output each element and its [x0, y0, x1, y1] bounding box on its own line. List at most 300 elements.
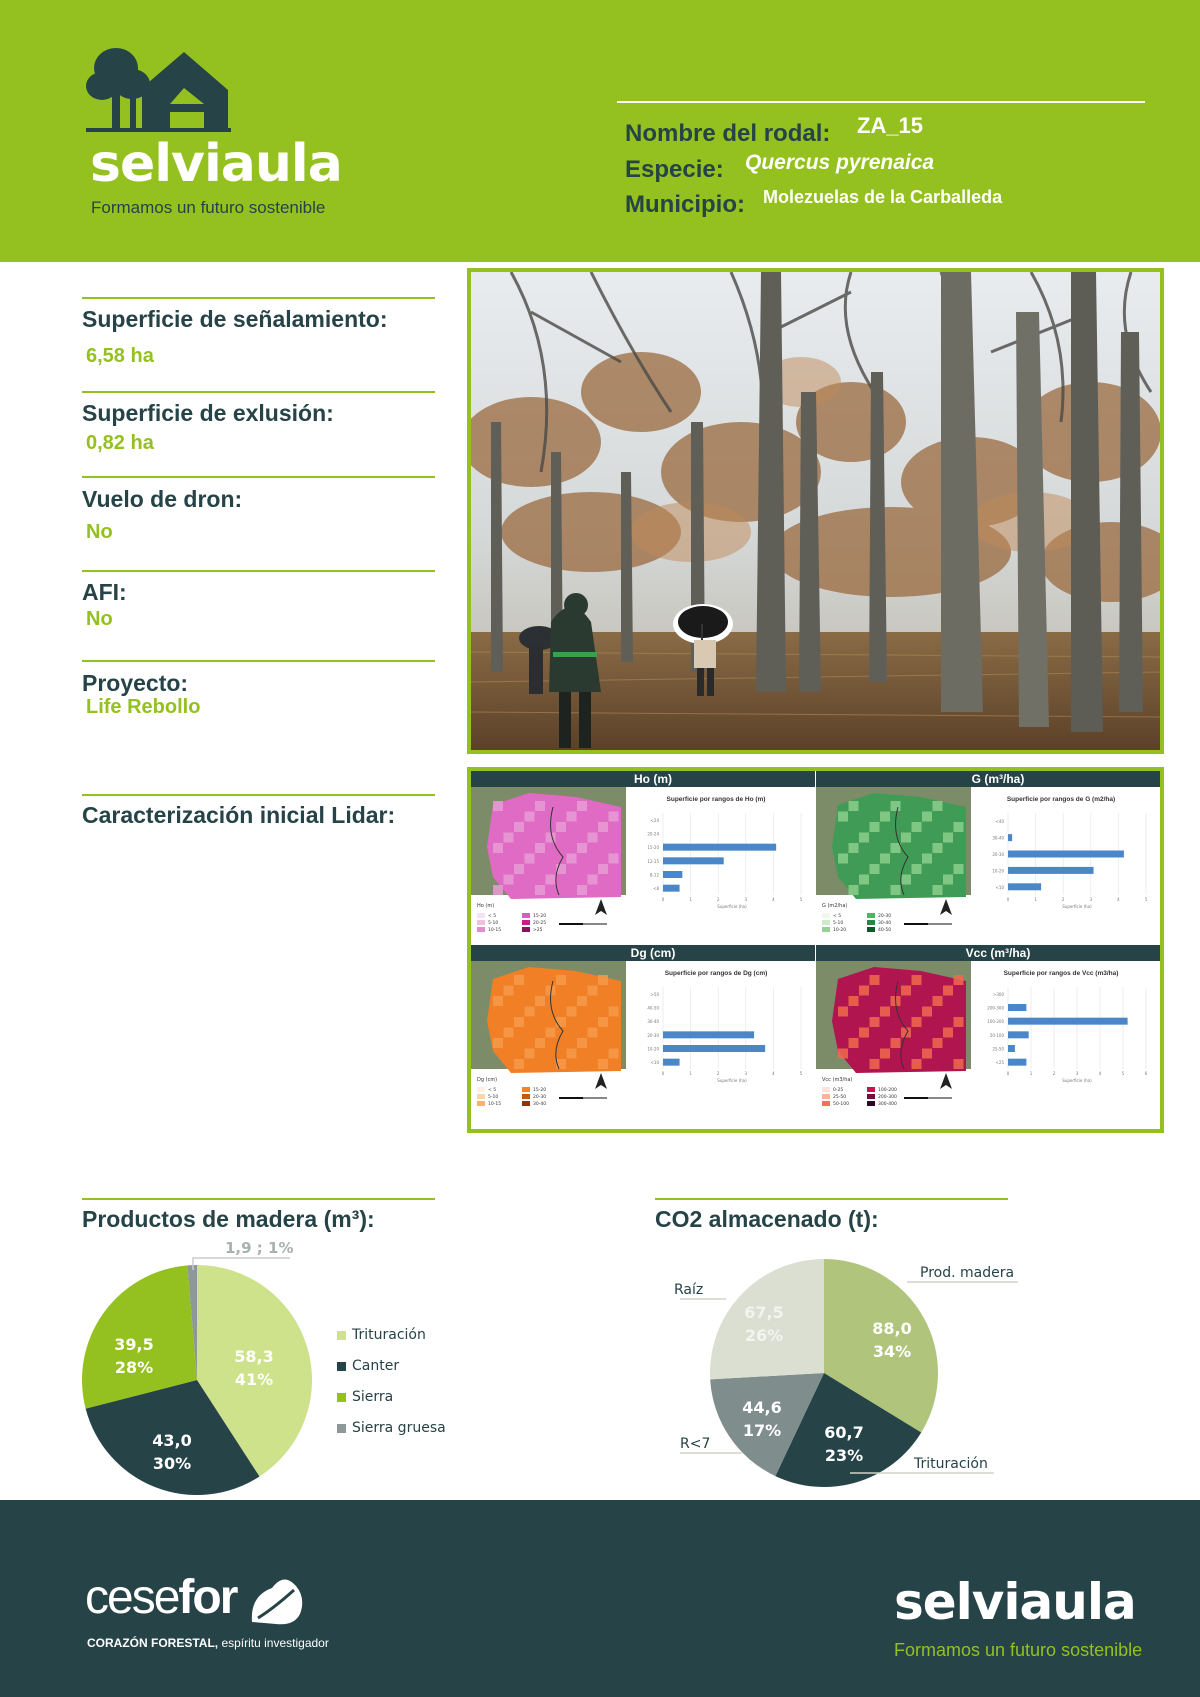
lidar-map-cell: [891, 885, 901, 895]
lidar-panel-1: [471, 771, 815, 933]
north-arrow-icon: [595, 1073, 607, 1089]
pie-value-label: 44,6: [742, 1398, 782, 1417]
lidar-legend-title: Ho (m): [477, 903, 495, 909]
lidar-map-cell: [954, 1017, 964, 1027]
lidar-tick-label: 4: [772, 897, 775, 902]
lidar-map-cell: [901, 833, 911, 843]
lidar-map-cell: [870, 975, 880, 985]
lidar-legend-label: 15-20: [533, 1088, 547, 1093]
lidar-legend-label: < 5: [488, 1088, 497, 1093]
lidar-map-cell: [891, 1038, 901, 1048]
lidar-tick-label: 1: [1034, 897, 1037, 902]
legend-swatch: [337, 1331, 346, 1340]
lidar-map-cell: [838, 812, 848, 822]
lidar-legend-label: 200-300: [878, 1095, 897, 1100]
lidar-bar: [663, 857, 724, 864]
lidar-map-cell: [535, 996, 545, 1006]
legend-item: [337, 1358, 399, 1374]
lidar-map-cell: [954, 975, 964, 985]
lidar-map-cell: [859, 986, 869, 996]
lidar-tick-label: 1: [1029, 1071, 1033, 1076]
lidar-category-label: 15-20: [647, 845, 659, 851]
lidar-legend-title: Vcc (m3/ha): [822, 1077, 853, 1083]
scale-bar: [928, 1097, 952, 1099]
lidar-map-cell: [838, 1007, 848, 1017]
lidar-bar: [1008, 1045, 1015, 1052]
lidar-chart-title: Superficie por rangos de G (m2/ha): [1006, 796, 1116, 803]
cesefor-logo-text: [85, 1570, 236, 1625]
footer-tagline: Formamos un futuro sostenible: [894, 1640, 1143, 1660]
lidar-map-cell: [838, 1049, 848, 1059]
lidar-map-cell: [493, 885, 503, 895]
cesefor-tagline: [87, 1636, 329, 1650]
lidar-map-cell: [870, 822, 880, 832]
lidar-map-cell: [577, 996, 587, 1006]
lidar-map-cell: [870, 1059, 880, 1069]
pie-percent-label: 28%: [114, 1358, 154, 1377]
lidar-axis-label: Superficie (ha): [1062, 904, 1092, 909]
lidar-map-cell: [943, 986, 953, 996]
lidar-category-label: 12-15: [647, 858, 659, 864]
lidar-bar: [1008, 1031, 1029, 1038]
lidar-legend: [477, 903, 546, 933]
lidar-legend-swatch: [822, 920, 830, 925]
lidar-map-cell: [609, 854, 619, 864]
dron-label: Vuelo de dron:: [82, 486, 243, 512]
lidar-legend-swatch: [822, 927, 830, 932]
lidar-map-cell: [525, 1007, 535, 1017]
lidar-tick-label: 5: [1144, 897, 1148, 902]
lidar-legend: [477, 1077, 546, 1107]
lidar-map-cell: [849, 843, 859, 853]
lidar-legend-label: 10-20: [833, 928, 847, 933]
lidar-legend-swatch: [477, 1094, 485, 1099]
lidar-map-cell: [922, 812, 932, 822]
lidar-map-cell: [922, 854, 932, 864]
lidar-category-label: 10-20: [647, 1046, 659, 1052]
lidar-map-cell: [493, 843, 503, 853]
lidar-category-label: 10-20: [992, 868, 1004, 874]
pie-percent-label: 17%: [742, 1421, 782, 1440]
legend-item: [337, 1420, 446, 1436]
lidar-map-cell: [598, 1059, 608, 1069]
divider: [82, 297, 435, 299]
lidar-map: [832, 967, 966, 1073]
lidar-legend-label: >25: [533, 928, 543, 933]
municipio-value: Molezuelas de la Carballeda: [763, 187, 1003, 207]
scale-bar: [583, 923, 607, 925]
lidar-legend-swatch: [867, 1101, 875, 1106]
lidar-map-cell: [598, 864, 608, 874]
lidar-legend-swatch: [867, 927, 875, 932]
lidar-map-area: [832, 967, 966, 1073]
lidar-map-cell: [933, 801, 943, 811]
dron-value: No: [86, 521, 113, 543]
lidar-legend-swatch: [867, 920, 875, 925]
lidar-bar: [1008, 834, 1012, 841]
co2-title: CO2 almacenado (t):: [655, 1206, 879, 1232]
lidar-map-cell: [493, 996, 503, 1006]
lidar-tick-label: 5: [1121, 1071, 1125, 1076]
lidar-tick-label: 0: [1006, 1071, 1010, 1076]
divider: [82, 476, 435, 478]
lidar-map: [832, 793, 966, 899]
pie-percent-label: 26%: [744, 1326, 784, 1345]
lidar-panel-title: Ho (m): [634, 772, 672, 786]
lidar-map-cell: [912, 864, 922, 874]
lidar-map-cell: [577, 885, 587, 895]
lidar-legend-label: 100-200: [878, 1088, 897, 1093]
co2-pie-chart: [640, 1240, 1040, 1500]
legend-label: Sierra: [352, 1389, 394, 1405]
pie-value-label: 88,0: [872, 1319, 912, 1338]
scale-bar: [928, 923, 952, 925]
senalamiento-label: Superficie de señalamiento:: [82, 306, 388, 332]
lidar-legend-title: Dg (cm): [477, 1077, 498, 1083]
lidar-category-label: 20-30: [992, 852, 1004, 857]
lidar-map-cell: [933, 843, 943, 853]
legend-swatch: [337, 1362, 346, 1371]
divider: [82, 660, 435, 662]
lidar-category-label: >50: [650, 991, 659, 997]
lidar-tick-label: 2: [1061, 897, 1065, 902]
lidar-map-cell: [838, 854, 848, 864]
lidar-map-cell: [922, 1007, 932, 1017]
lidar-tick-label: 0: [661, 897, 665, 902]
lidar-panel-3: [471, 945, 815, 1107]
lidar-panel: [467, 767, 1164, 1133]
lidar-map-cell: [504, 1028, 514, 1038]
north-arrow-icon: [595, 899, 607, 915]
lidar-bar: [663, 844, 776, 851]
lidar-category-label: 20-30: [647, 1032, 659, 1038]
lidar-tick-label: 0: [1006, 897, 1010, 902]
lidar-tick-label: 1: [689, 897, 692, 902]
lidar-map-cell: [588, 875, 598, 885]
lidar-map-cell: [588, 986, 598, 996]
pie-value-label: 43,0: [152, 1431, 192, 1450]
lidar-map-cell: [870, 864, 880, 874]
lidar-map-cell: [954, 822, 964, 832]
lidar-tick-label: 3: [744, 1071, 748, 1076]
lidar-legend-label: < 5: [833, 914, 842, 919]
pie-category-label: Raíz: [674, 1282, 704, 1298]
pie-percent-label: 30%: [152, 1454, 192, 1473]
lidar-map-cell: [598, 1017, 608, 1027]
divider: [82, 391, 435, 393]
legend-swatch: [337, 1393, 346, 1402]
legend-item: [337, 1327, 426, 1343]
lidar-legend-swatch: [822, 913, 830, 918]
lidar-map-cell: [546, 875, 556, 885]
pie-value-label: 39,5: [114, 1335, 154, 1354]
lidar-map-cell: [912, 1059, 922, 1069]
lidar-map-cell: [880, 812, 890, 822]
lidar-map-cell: [912, 975, 922, 985]
lidar-map-cell: [891, 801, 901, 811]
lidar-map-cell: [567, 854, 577, 864]
lidar-map-cell: [504, 833, 514, 843]
lidar-map-cell: [870, 1017, 880, 1027]
lidar-legend-swatch: [477, 927, 485, 932]
north-arrow-icon: [940, 899, 952, 915]
divider: [82, 1198, 435, 1200]
lidar-legend-swatch: [522, 1101, 530, 1106]
lidar-panel-2: [816, 771, 1160, 933]
lidar-panel-title: G (m³/ha): [971, 772, 1025, 786]
lidar-tick-label: 0: [661, 1071, 665, 1076]
lidar-bar: [663, 1059, 680, 1066]
divider: [82, 794, 435, 796]
lidar-map-cell: [933, 885, 943, 895]
lidar-panel-4: [816, 945, 1160, 1107]
lidar-map-cell: [954, 864, 964, 874]
lidar-category-label: 50-100: [989, 1032, 1004, 1038]
lidar-category-label: <24: [650, 817, 659, 823]
lidar-chart-title: Superficie por rangos de Dg (cm): [664, 970, 768, 977]
lidar-map-cell: [546, 1028, 556, 1038]
lidar-map-cell: [567, 812, 577, 822]
lidar-map-cell: [933, 1038, 943, 1048]
lidar-legend-swatch: [822, 1094, 830, 1099]
footer-brand: selviaula: [894, 1573, 1136, 1631]
lidar-map-cell: [577, 1038, 587, 1048]
lidar-legend-label: 20-30: [878, 914, 892, 919]
scale-bar: [904, 923, 928, 925]
lidar-category-label: <10: [995, 884, 1004, 890]
lidar-map-cell: [943, 833, 953, 843]
pie-category-label: R<7: [680, 1436, 711, 1452]
lidar-map-cell: [588, 1028, 598, 1038]
lidar-map-cell: [504, 875, 514, 885]
lidar-map-cell: [880, 1007, 890, 1017]
lidar-map-cell: [943, 875, 953, 885]
lidar-legend-label: 0-25: [833, 1088, 844, 1093]
lidar-map: [487, 793, 621, 899]
lidar-map-cell: [598, 822, 608, 832]
especie-value: Quercus pyrenaica: [745, 151, 935, 174]
lidar-label: Caracterización inicial Lidar:: [82, 802, 396, 828]
cesefor-pre: cese: [85, 1571, 179, 1624]
lidar-legend-swatch: [522, 913, 530, 918]
lidar-bar: [663, 1045, 765, 1052]
legend-item: [337, 1389, 393, 1405]
cesefor-tag-bold: CORAZÓN FORESTAL,: [87, 1636, 219, 1650]
lidar-legend: [822, 1077, 897, 1107]
lidar-category-label: <10: [650, 1060, 659, 1066]
north-arrow-icon: [940, 1073, 952, 1089]
lidar-legend-swatch: [522, 1094, 530, 1099]
forest-photo: [467, 268, 1164, 754]
products-pie-chart: [70, 1240, 350, 1500]
lidar-tick-label: 5: [799, 1071, 803, 1076]
lidar-tick-label: 3: [1089, 897, 1093, 902]
lidar-map-cell: [609, 1007, 619, 1017]
lidar-map-cell: [525, 812, 535, 822]
lidar-map-cell: [849, 1038, 859, 1048]
proyecto-value: Life Rebollo: [86, 696, 201, 718]
lidar-map-cell: [943, 1028, 953, 1038]
lidar-legend-label: 15-20: [533, 914, 547, 919]
afi-label: AFI:: [82, 579, 127, 605]
lidar-category-label: 30-40: [647, 1019, 659, 1025]
lidar-legend-label: < 5: [488, 914, 497, 919]
lidar-map-cell: [577, 843, 587, 853]
pie-callout-label: 1,9 ; 1%: [225, 1240, 294, 1257]
lidar-map-cell: [912, 1017, 922, 1027]
lidar-legend-title: G (m2/ha): [822, 903, 848, 909]
lidar-map-cell: [493, 1038, 503, 1048]
rodal-value: ZA_15: [857, 113, 924, 138]
lidar-category-label: <8: [653, 886, 659, 892]
lidar-map-cell: [859, 875, 869, 885]
lidar-panel-title: Dg (cm): [630, 946, 676, 960]
lidar-map-cell: [849, 885, 859, 895]
lidar-legend-label: 20-25: [533, 921, 547, 926]
lidar-legend: [822, 903, 891, 933]
pie-value-label: 60,7: [824, 1423, 864, 1442]
lidar-tick-label: 5: [799, 897, 803, 902]
senalamiento-value: 6,58 ha: [86, 345, 154, 367]
lidar-tick-label: 3: [1075, 1071, 1079, 1076]
legend-label: Trituración: [352, 1327, 426, 1343]
lidar-legend-label: 300-400: [878, 1102, 897, 1107]
brand-tagline: Formamos un futuro sostenible: [91, 198, 326, 217]
proyecto-label: Proyecto:: [82, 670, 189, 696]
lidar-map-cell: [514, 975, 524, 985]
scale-bar: [559, 1097, 583, 1099]
lidar-map-cell: [493, 801, 503, 811]
lidar-legend-swatch: [867, 1087, 875, 1092]
lidar-category-label: 25-50: [992, 1046, 1004, 1052]
lidar-map-cell: [525, 1049, 535, 1059]
lidar-legend-label: 10-15: [488, 928, 502, 933]
lidar-map-cell: [901, 986, 911, 996]
lidar-map: [487, 967, 621, 1073]
lidar-map-cell: [588, 833, 598, 843]
lidar-map-cell: [609, 1049, 619, 1059]
lidar-tick-label: 2: [716, 1071, 720, 1076]
lidar-map-cell: [535, 1038, 545, 1048]
lidar-tick-label: 2: [1052, 1071, 1056, 1076]
lidar-map-cell: [901, 875, 911, 885]
lidar-legend-swatch: [822, 1087, 830, 1092]
lidar-tick-label: 1: [689, 1071, 692, 1076]
scale-bar: [583, 1097, 607, 1099]
lidar-map-cell: [556, 822, 566, 832]
scale-bar: [904, 1097, 928, 1099]
lidar-map-cell: [891, 843, 901, 853]
lidar-map-cell: [859, 1028, 869, 1038]
lidar-map-cell: [954, 1059, 964, 1069]
legend-label: Canter: [352, 1358, 400, 1374]
lidar-map-cell: [859, 833, 869, 843]
lidar-map-cell: [912, 822, 922, 832]
lidar-bar: [663, 871, 682, 878]
lidar-legend-swatch: [867, 913, 875, 918]
lidar-legend-label: 10-15: [488, 1102, 502, 1107]
lidar-bar: [1008, 1004, 1026, 1011]
pie-percent-label: 34%: [872, 1342, 912, 1361]
lidar-map-cell: [849, 801, 859, 811]
lidar-category-label: 200-300: [987, 1005, 1004, 1011]
products-title: Productos de madera (m³):: [82, 1206, 375, 1232]
lidar-map-cell: [567, 1007, 577, 1017]
divider: [655, 1198, 1008, 1200]
lidar-map-cell: [535, 843, 545, 853]
pie-category-label: Prod. madera: [920, 1265, 1015, 1281]
lidar-legend-label: 50-100: [833, 1102, 849, 1107]
lidar-legend-swatch: [477, 913, 485, 918]
afi-value: No: [86, 608, 113, 630]
lidar-map-cell: [514, 864, 524, 874]
lidar-map-cell: [535, 885, 545, 895]
lidar-map-cell: [514, 1017, 524, 1027]
municipio-label: Municipio:: [625, 191, 745, 218]
lidar-map-cell: [556, 975, 566, 985]
lidar-legend-swatch: [522, 1087, 530, 1092]
lidar-axis-label: Superficie (ha): [717, 904, 747, 909]
lidar-map-cell: [880, 1049, 890, 1059]
lidar-legend-label: 40-50: [878, 928, 892, 933]
lidar-legend-swatch: [822, 1101, 830, 1106]
lidar-bar: [663, 885, 680, 892]
footer: [0, 1500, 1200, 1697]
lidar-category-label: 100-200: [987, 1019, 1004, 1025]
lidar-map-cell: [504, 986, 514, 996]
lidar-chart-title: Superficie por rangos de Ho (m): [666, 796, 766, 803]
lidar-category-label: 40-50: [647, 1005, 659, 1011]
lidar-legend-swatch: [522, 927, 530, 932]
lidar-legend-label: 5-10: [488, 921, 499, 926]
lidar-bar: [1008, 883, 1041, 890]
pie-category-label: Trituración: [914, 1456, 988, 1472]
pie-value-label: 58,3: [234, 1347, 274, 1366]
lidar-legend-swatch: [522, 920, 530, 925]
lidar-panel-title: Vcc (m³/ha): [965, 946, 1031, 960]
lidar-category-label: <25: [995, 1060, 1004, 1066]
cesefor-leaf-icon: [248, 1572, 306, 1628]
lidar-legend-label: 5-10: [833, 921, 844, 926]
lidar-tick-label: 6: [1144, 1071, 1148, 1076]
lidar-category-label: <40: [995, 819, 1004, 825]
lidar-map-cell: [849, 996, 859, 1006]
lidar-tick-label: 4: [1098, 1071, 1102, 1076]
divider: [82, 570, 435, 572]
forest-photo-image: [471, 272, 1160, 750]
exclusion-label: Superficie de exlusión:: [82, 400, 334, 426]
brand-name: selviaula: [90, 134, 342, 194]
header: [0, 0, 1200, 262]
lidar-legend-label: 30-40: [533, 1102, 547, 1107]
lidar-bar: [663, 1031, 754, 1038]
scale-bar: [559, 923, 583, 925]
lidar-map-cell: [535, 801, 545, 811]
especie-label: Especie:: [625, 156, 724, 183]
lidar-legend-swatch: [477, 1101, 485, 1106]
lidar-map-cell: [514, 1059, 524, 1069]
lidar-axis-label: Superficie (ha): [1062, 1078, 1092, 1083]
lidar-map-cell: [922, 1049, 932, 1059]
lidar-map-cell: [556, 1017, 566, 1027]
lidar-category-label: 30-40: [992, 835, 1004, 841]
lidar-tick-label: 4: [1117, 897, 1120, 902]
lidar-tick-label: 3: [744, 897, 748, 902]
lidar-bar: [1008, 1059, 1026, 1066]
lidar-bar: [1008, 1018, 1128, 1025]
lidar-legend-swatch: [867, 1094, 875, 1099]
lidar-map-cell: [567, 1049, 577, 1059]
